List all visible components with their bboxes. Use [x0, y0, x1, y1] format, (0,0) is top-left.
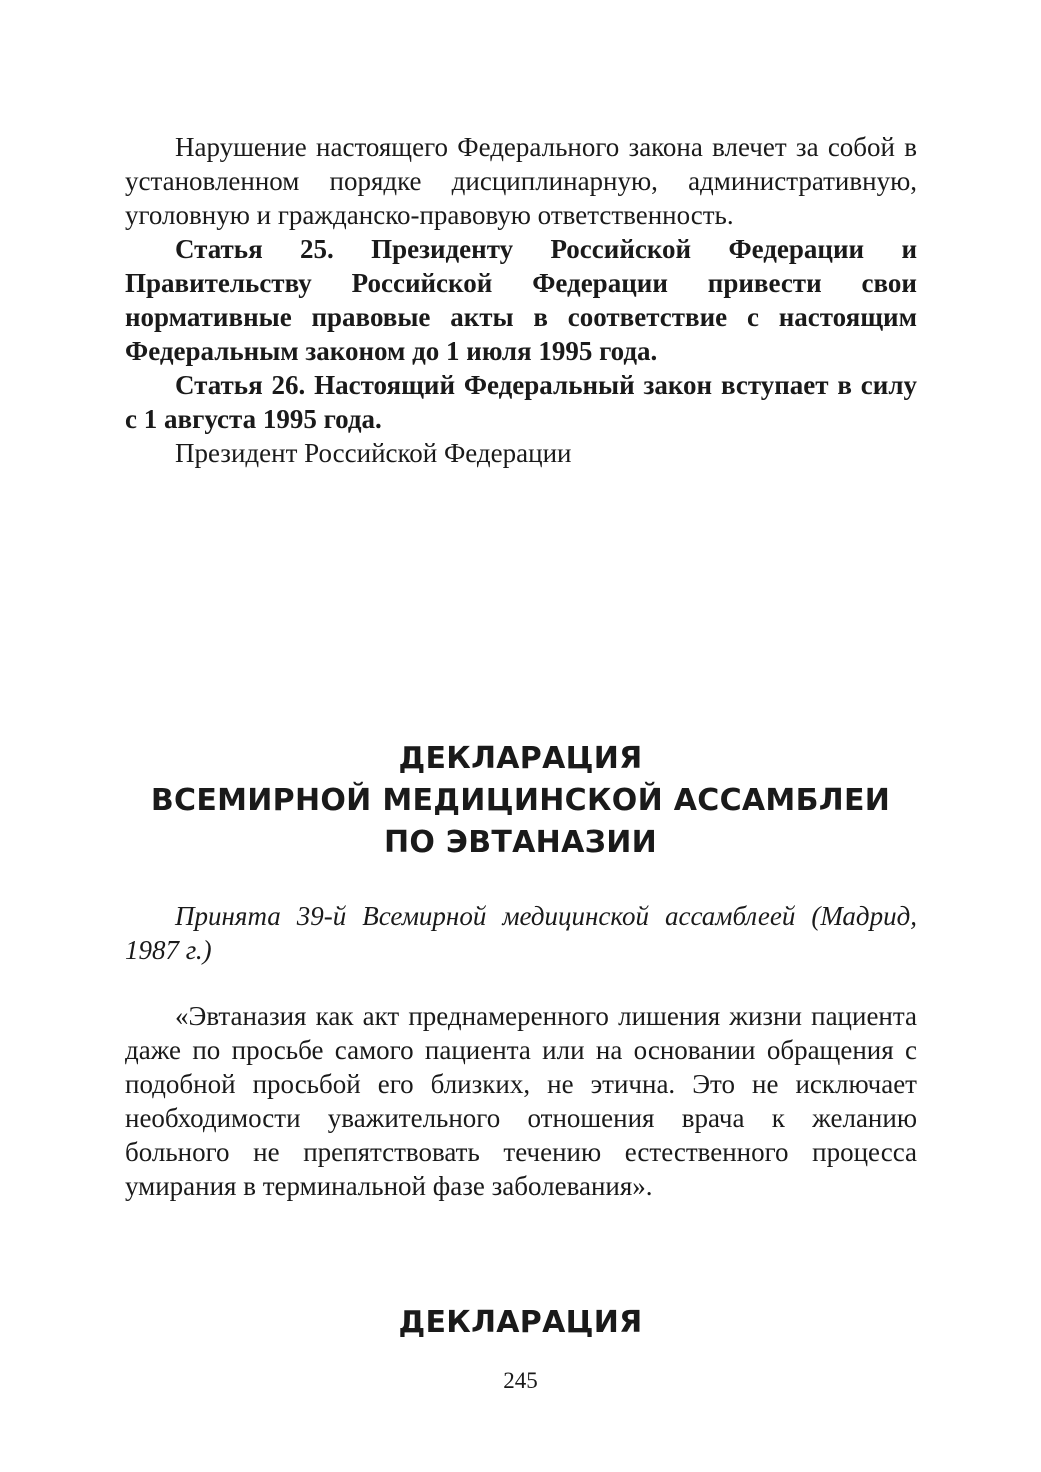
page-number: 245: [503, 1368, 538, 1393]
next-declaration-heading: ДЕКЛАРАЦИЯ: [398, 1305, 643, 1340]
article-26-paragraph: Статья 26. Настоящий Федеральный закон вступает в силу с 1 августа 1995 года.: [125, 370, 917, 434]
quote-block: [125, 999, 917, 1203]
declaration-title: [0, 738, 1041, 864]
declaration-title-line-1: ДЕКЛАРАЦИЯ: [398, 741, 643, 776]
article-25-paragraph: Статья 25. Президенту Российской Федерации и Правительству Российской Федерации привести свои нормативные правовые акты в соответствие с настоящим Федеральным законом до 1 июля 1995 года.: [125, 234, 917, 366]
law-section: [125, 130, 917, 470]
adopted-note-block: [125, 899, 917, 967]
signature-line: Президент Российской Федерации: [175, 438, 572, 468]
violation-paragraph: Нарушение настоящего Федерального закона влечет за собой в установленном порядке дисциплинарную, административную, уголовную и гражданско-правовую ответственность.: [125, 132, 917, 230]
declaration-title-line-3: ПО ЭВТАНАЗИИ: [383, 825, 658, 860]
declaration-quote: «Эвтаназия как акт преднамеренного лишения жизни пациента даже по просьбе самого пациента или на основании обращения с подобной просьбой его близких, не этична. Это не исключает необходимости уважительного отношения врача к желанию больного не препятствовать течению естественного процесса умирания в терминальной фазе заболевания».: [125, 1001, 917, 1201]
adopted-note: Принята 39-й Всемирной медицинской ассамблеей (Мадрид, 1987 г.): [125, 901, 917, 965]
declaration-title-line-2: ВСЕМИРНОЙ МЕДИЦИНСКОЙ АССАМБЛЕИ: [150, 783, 891, 818]
